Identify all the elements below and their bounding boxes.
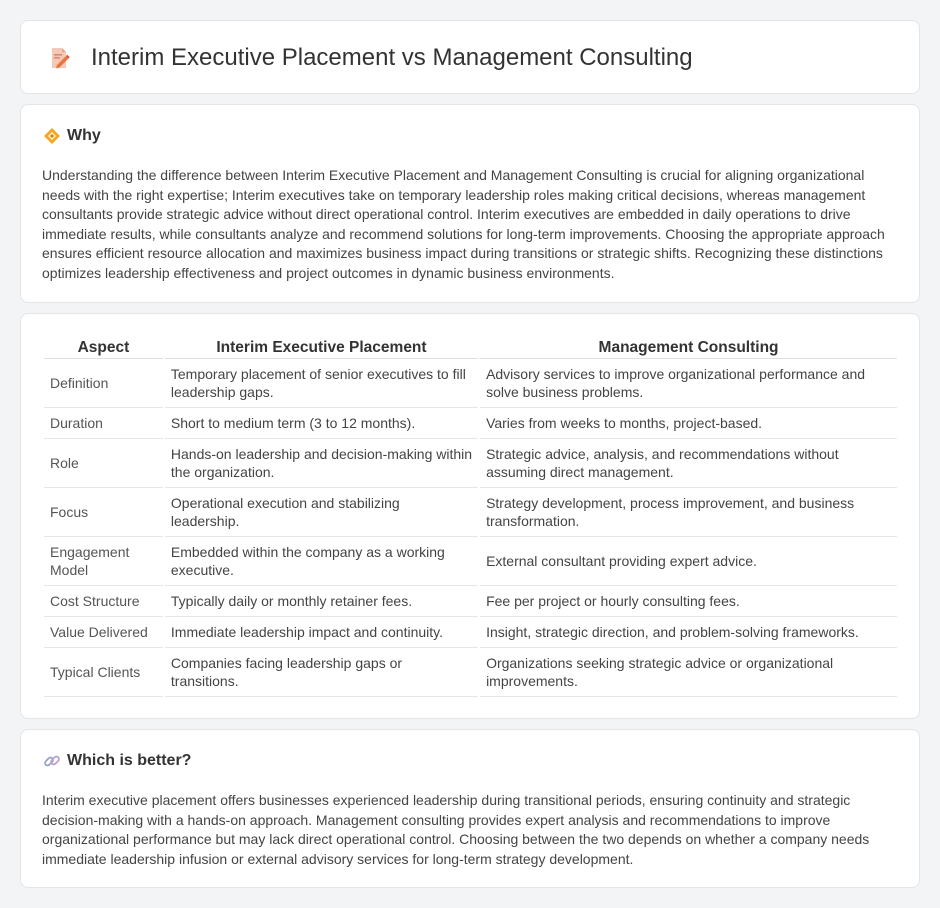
aspect-cell: Definition bbox=[44, 359, 163, 408]
why-body: Understanding the difference between Interim Executive Placement and Management Consulting is crucial for aligning organizational needs with the right expertise; Interim executives take on temporary leadership roles making critical decisions, whereas management consultants provide strategic advice without direct operational control. Interim executives are embedded in daily operations to drive immediate results, while consultants analyze and recommend solutions for long-term improvements. Choosing the appropriate approach ensures efficient resource allocation and maximizes business impact during transitions or strategic shifts. Recognizing these distinctions optimizes leadership effectiveness and project outcomes in dynamic business environments. bbox=[42, 167, 885, 281]
table-row bbox=[44, 488, 897, 537]
consulting-cell: External consultant providing expert advice. bbox=[480, 537, 897, 586]
consulting-cell: Strategic advice, analysis, and recommendations without assuming direct management. bbox=[480, 439, 897, 488]
consulting-cell: Advisory services to improve organizational performance and solve business problems. bbox=[480, 359, 897, 408]
consulting-cell: Strategy development, process improvement, and business transformation. bbox=[480, 488, 897, 537]
aspect-cell: Typical Clients bbox=[44, 648, 163, 697]
column-header: Aspect bbox=[44, 337, 163, 359]
why-section bbox=[20, 104, 920, 303]
comparison-table bbox=[42, 337, 899, 697]
interim-cell: Immediate leadership impact and continuity. bbox=[165, 617, 478, 648]
link-icon bbox=[43, 752, 61, 770]
consulting-cell: Insight, strategic direction, and problem-solving frameworks. bbox=[480, 617, 897, 648]
aspect-cell: Role bbox=[44, 439, 163, 488]
diamond-sparkle-icon bbox=[43, 127, 61, 145]
aspect-cell: Duration bbox=[44, 408, 163, 439]
table-row bbox=[44, 586, 897, 617]
table-row bbox=[44, 617, 897, 648]
consulting-cell: Fee per project or hourly consulting fees. bbox=[480, 586, 897, 617]
interim-cell: Companies facing leadership gaps or transitions. bbox=[165, 648, 478, 697]
why-title: Why bbox=[67, 127, 101, 144]
aspect-cell: Engagement Model bbox=[44, 537, 163, 586]
table-row bbox=[44, 537, 897, 586]
comparison-table-card bbox=[20, 313, 920, 719]
interim-cell: Temporary placement of senior executives to fill leadership gaps. bbox=[165, 359, 478, 408]
aspect-cell: Focus bbox=[44, 488, 163, 537]
consulting-cell: Organizations seeking strategic advice or organizational improvements. bbox=[480, 648, 897, 697]
header-card bbox=[20, 20, 920, 94]
why-heading bbox=[43, 127, 101, 145]
interim-cell: Hands-on leadership and decision-making within the organization. bbox=[165, 439, 478, 488]
page-header bbox=[47, 43, 693, 73]
aspect-cell: Cost Structure bbox=[44, 586, 163, 617]
document-pencil-icon bbox=[47, 46, 71, 70]
interim-cell: Typically daily or monthly retainer fees. bbox=[165, 586, 478, 617]
consulting-cell: Varies from weeks to months, project-based. bbox=[480, 408, 897, 439]
column-header: Management Consulting bbox=[480, 337, 897, 359]
table-row bbox=[44, 439, 897, 488]
which-is-better-section bbox=[20, 729, 920, 888]
table-row bbox=[44, 408, 897, 439]
page-title: Interim Executive Placement vs Management Consulting bbox=[91, 44, 693, 71]
aspect-cell: Value Delivered bbox=[44, 617, 163, 648]
interim-cell: Operational execution and stabilizing leadership. bbox=[165, 488, 478, 537]
table-header-row bbox=[44, 337, 897, 359]
better-heading bbox=[43, 752, 191, 770]
column-header: Interim Executive Placement bbox=[165, 337, 478, 359]
interim-cell: Short to medium term (3 to 12 months). bbox=[165, 408, 478, 439]
better-body: Interim executive placement offers businesses experienced leadership during transitional periods, ensuring continuity and strategic decision-making with a hands-on approach. Management consulting provides expert analysis and recommendations to improve organizational performance but may lack direct operational control. Choosing between the two depends on whether a company needs immediate leadership infusion or external advisory services for long-term strategy development. bbox=[42, 792, 870, 867]
table-row bbox=[44, 359, 897, 408]
interim-cell: Embedded within the company as a working executive. bbox=[165, 537, 478, 586]
table-row bbox=[44, 648, 897, 697]
better-title: Which is better? bbox=[67, 752, 192, 769]
